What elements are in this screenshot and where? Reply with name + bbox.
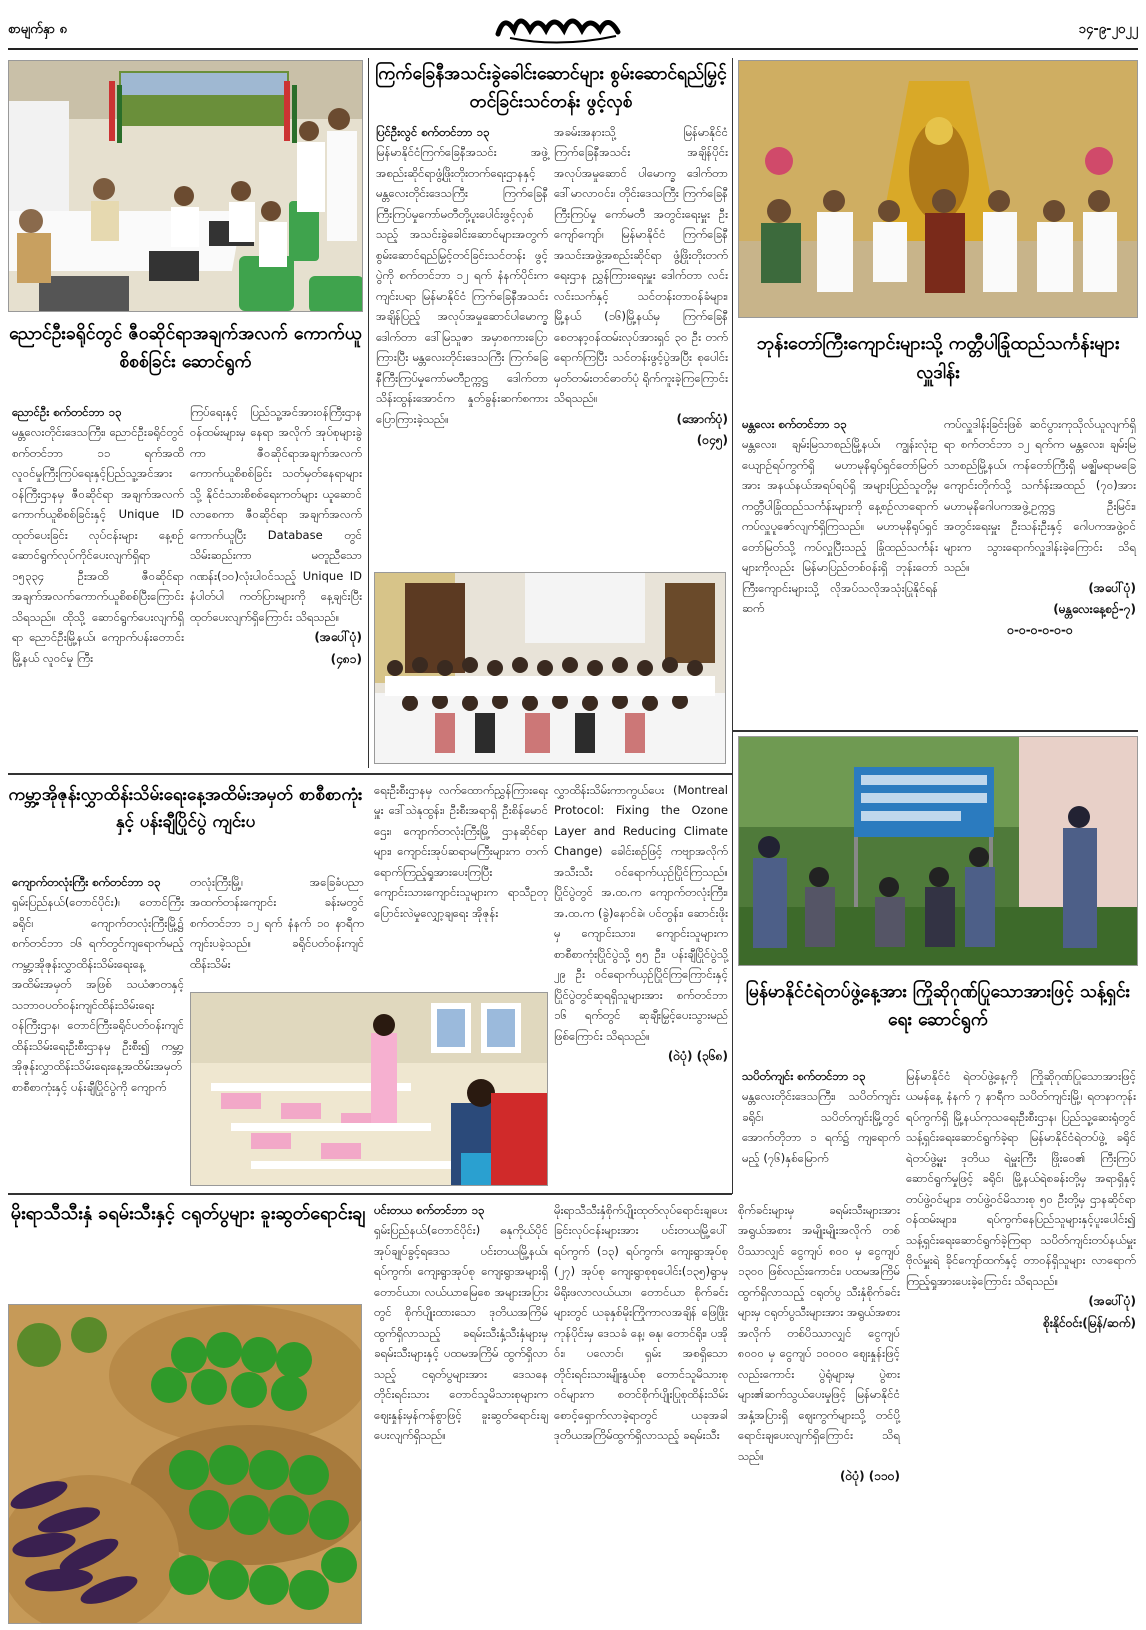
article1-byline: ညောင်ဦး စက်တင်ဘာ ၁၃: [12, 405, 122, 419]
page-header: [8, 6, 1138, 50]
article2-code: (၀၄၅): [696, 432, 728, 447]
article1-column1: [12, 402, 184, 668]
article4-body1: ရှမ်းပြည်နယ်(တောင်ပိုင်း)၊ တောင်ကြီးခရိုင်၊ ကျောက်တလုံးကြီးမြို့၌ စက်တင်ဘာ ၁၆ ရက်တွင်ကျရောက်မည့် ကမ္ဘာ့အိုဇုန်းလွှာထိန်းသိမ်းရေးနေ့အထိမ်းအမှတ် အဖြစ် သယံဇာတနှင့် သဘာဝပတ်ဝန်းကျင်ထိန်းသိမ်းရေးဝန်ကြီးဌာန၊ တောင်ကြီးခရိုင်ပတ်ဝန်းကျင်ထိန်းသိမ်းရေးဦးစီးဌာနမှ ဦးစီး၍ ကမ္ဘာ့အိုဇုန်းလွှာထိန်းသိမ်းရေးနေ့အထိမ်းအမှတ် စာစီစာကုံးနှင့် ပန်းချီပြိုင်ပွဲကို ကျောက်: [12, 895, 184, 1094]
article5-body1: မန္တလေးတိုင်းဒေသကြီး၊ သပိတ်ကျင်းခရိုင်၊ သပိတ်ကျင်းမြို့တွင် အောက်တိုဘာ ၁ ရက်၌ ကျရောက်မည့် (၇၆)နှစ်မြောက်: [742, 1089, 900, 1165]
article6-body1: ရှမ်းပြည်နယ်(တောင်ပိုင်း) ဓနုကိုယ်ပိုင်အုပ်ချုပ်ခွင့်ရဒေသ ပင်းတယမြို့နယ်၊ ရပ်ကွက်၊ ကျေးရွာအုပ်စု ကျေးရွာအများရှိ တောင်ယာ၊ လယ်ယာမြေစေ အများအပြားတွင် စိုက်ပျိုးထားသော ဒုတိယအကြိမ် ထွက်ရှိလာသည့် ခရမ်းသီးနှံ့သီးနှံများမှ ခရမ်းသီးများနှင့် ပထမအကြိမ် ထွက်ရှိလာသည့် ငရုတ်ပွများအား ဒေသနေ တိုင်းရင်းသား တောင်သူမိသားစုများက ဈေးနှုန်းမှန်ကန်စွာဖြင့် ခူးဆွတ်ရောင်းချပေးလျက်ရှိသည်။: [374, 1223, 548, 1443]
article3-endmark: ၀-၀-၀-၀-၀-၀: [1007, 623, 1073, 638]
article2-body2: အခမ်းအနားသို့ မြန်မာနိုင်ငံ ကြက်ခြေနီအသင်း အချိန်ပိုင်း အလုပ်အမှုဆောင် ပါမောက္ခ ဒေါက်တာ ဒေါ်မာလာဝင်း၊ တိုင်းဒေသကြီး ကြက်ခြေနီကြီးကြပ်မှု ကော်မတီ အတွင်းရေးမှူး ဦးကျော်ကျော်၊ မြန်မာနိုင်ငံ ကြက်ခြေနီ အသင်းအဖွဲ့အစည်းဆိုင်ရာ ဖွံ့ဖြိုးတိုးတက်ရေးဌာန ညွှန်ကြားရေးမှူး ဒေါက်တာ လင်းလင်းသက်နှင့် သင်တန်းတာဝန်ခံများ၊ မြို့နယ် (၁၆)မြို့နယ်မှ ကြက်ခြေနီစေတနာ့ဝန်ထမ်းလုပ်အားရှင် ၃၀ ဦး တက်ရောက်ကြပြီး သင်တန်းဖွင့်ပွဲအပြီး စုပေါင်းမှတ်တမ်းတင်ဓာတ်ပုံ ရိုက်ကူးခဲ့ကြကြောင်း သိရသည်။: [554, 125, 728, 406]
article4-column3: [374, 780, 548, 923]
article4-photo: [190, 992, 548, 1186]
article4-column4: [554, 780, 728, 1067]
section-rule: [8, 1193, 732, 1195]
article5-column1: [742, 1066, 900, 1168]
article1-credit: (အပေါ်ပုံ): [314, 630, 362, 645]
article3-photo: [738, 60, 1138, 318]
section-rule: [8, 773, 732, 775]
article6-column3: [738, 1200, 900, 1487]
article4-byline: ကျောက်တလုံးကြီး စက်တင်ဘာ ၁၃: [12, 875, 161, 889]
article3-column1: [742, 414, 938, 619]
article6-credit: (ဝဲပုံ): [840, 1469, 865, 1484]
article3-code: (မန္တလေးနေ့စဉ်-၇): [1053, 602, 1136, 617]
column-rule: [368, 58, 369, 768]
article3-body2: ကပ်လှူဒါန်းခြင်းဖြစ် ဆင်ပွားကုသိုလ်ယူလျက်ရှိရာ စက်တင်ဘာ ၁၂ ရက်က မန္တလေး၊ ချမ်းမြသာစည်မြို့နယ်၊ ကန်တော်ကြီးရှိ မဇ္ဈိမရာမခြေ ကျောင်းတိုက်သို့ သင်္ကန်းအထည် (၇၀)အား မဟာမုနိဂေါပကအဖွဲ့ဥက္ကဋ္ဌ ဦးမြင်း၊ အတွင်းရေးမှူး ဦးသန်းဦးနှင့် ဂေါပကအဖွဲ့ဝင်များက သွားရောက်လှူဒါန်းခဲ့ကြောင်း သိရသည်။: [944, 417, 1136, 575]
article5-credit: (အပေါ်ပုံ): [1088, 1294, 1136, 1309]
article5-body2: မြန်မာနိုင်ငံ ရဲတပ်ဖွဲ့နေ့ကို ကြိုဆိုဂုဏ်ပြုသောအားဖြင့် ယမန်နေ့ နံနက် ၇ နာရီက သပိတ်ကျင်းမြို့၊ ရတနာကုန်းရပ်ကွက်ရှိ မြို့နယ်ကုသရေးဦးစီးဌာန၊ ပြည်သူ့ဆေးရုံတွင် သန့်ရှင်းရေးဆောင်ရွက်ခဲ့ရာ မြန်မာနိုင်ငံရဲတပ်ဖွဲ့ ခရိုင်ရဲတပ်ဖွဲ့မှူး ဒုတိယ ရဲမှူးကြီး ဖြိုးဝေ၏ ကြီးကြပ်ဆောင်ရွက်မှုဖြင့် ခရိုင်၊ မြို့နယ်ရဲစခန်းတို့မှ အရာရှိနှင့်တပ်ဖွဲ့ဝင်များ၊ တပ်ဖွဲ့ဝင်မိသားစု ၅၀ ဦးတို့မှ ဌာနဆိုင်ရာဝန်ထမ်းများ၊ ရပ်ကွက်နေပြည်သူများနှင့်ပူးပေါင်း၍ သန့်ရှင်းရေးဆောင်ရွက်ခဲ့ကြရာ သပိတ်ကျင်းတပ်နယ်မှူး ဗိုလ်မှူးရဲ ခိုင်ကျော်ထက်နှင့် တာဝန်ရှိသူများ လာရောက်ကြည့်ရှုအားပေးခဲ့ကြောင်း သိရသည်။: [906, 1069, 1136, 1288]
article3-credit: (အပေါ်ပုံ): [1088, 580, 1136, 595]
article6-code: (၁၁၀): [868, 1469, 900, 1484]
article3-headline: ဘုန်းတော်ကြီးကျောင်းများသို့ ကတ္တီပါခြုံထည်သင်္ကန်းများ လှူဒါန်း: [756, 333, 1120, 383]
article1-code: (၄၈၁): [330, 651, 362, 666]
article4-credit: (ဝဲပုံ): [667, 1049, 693, 1064]
article4-body2: တလုံးကြီးမြို့၊ အခြေခံပညာ အထက်တန်းကျောင်း ခန်းမတွင် စက်တင်ဘာ ၁၂ ရက် နံနက် ၁၀ နာရီက ကျင်းပခဲ့သည်။ ခရိုင်ပတ်ဝန်းကျင်ထိန်းသိမ်း: [190, 875, 364, 971]
article1-column2: [190, 402, 362, 670]
article2-body1: မြန်မာနိုင်ငံကြက်ခြေနီအသင်း အဖွဲ့အစည်းဆိုင်ရာဖွံ့ဖြိုးတိုးတက်ရေးဌာနနှင့် မန္တလေးတိုင်းဒေသကြီး ကြက်ခြေနီကြီးကြပ်မှုကော်မတီတို့ပူးပေါင်းဖွင့်လှစ်သည့် အသင်းခွဲခေါင်းဆောင်များအတွက် စွမ်းဆောင်ရည်မြှင့်တင်ခြင်းသင်တန်း ဖွင့်ပွဲကို စက်တင်ဘာ ၁၂ ရက် နံနက်ပိုင်းက ကျင်းပရာ မြန်မာနိုင်ငံ ကြက်ခြေနီအသင်း အချိန်ပြည့် အလုပ်အမှုဆောင်ပါမောက္ခ ဒေါက်တာ ဒေါ်မြသူဇာ အမှာစကားပြောကြားပြီး မန္တလေးတိုင်းဒေသကြီး ကြက်ခြေနီကြီးကြပ်မှုကော်မတီဥက္ကဋ္ဌ ဒေါက်တာ သိန်းထွန်းအောင်က နှုတ်ခွန်းဆက်စကား ပြောကြားခဲ့သည်။: [376, 145, 548, 426]
article2-column2: [554, 122, 728, 451]
article4-body4: လွှာထိန်းသိမ်းကာကွယ်ပေး (Montreal Protocol: Fixing the Ozone Layer and Reducing Climate Change) ခေါင်းစဉ်ဖြင့် ကဗျာအလိုက် အသီးသီး ဝင်ရောက်ယှဉ်ပြိုင်ကြသည်။ ပြိုင်ပွဲတွင် အ.ထ.က ကျောက်တလုံးကြီး၊ အ.ထ.က (ခွဲ)နောင်ခဲ၊ ပင်တွန်း၊ ဆောင်းဖိုးမှ ကျောင်းသား၊ ကျောင်းသူများက စာစီစာကုံးပြိုင်ပွဲသို့ ၅၅ ဦး၊ ပန်းချီပြိုင်ပွဲသို့ ၂၉ ဦး ဝင်ရောက်ယှဉ်ပြိုင်ကြကြောင်းနှင့် ပြိုင်ပွဲတွင်ဆုရရှိသူများအား စက်တင်ဘာ ၁၆ ရက်တွင် ဆုချီးမြှင့်ပေးသွားမည်ဖြစ်ကြောင်း သိရသည်။: [554, 783, 728, 1043]
article4-headline: ကမ္ဘာ့အိုဇုန်းလွှာထိန်းသိမ်းရေးနေ့အထိမ်းအမှတ် စာစီစာကုံးနှင့် ပန်းချီပြိုင်ပွဲ ကျင်းပ: [8, 785, 363, 833]
article1-body2: ကြပ်ရေးနှင့် ပြည်သူ့အင်အားဝန်ကြီးဌာန ဝန်ထမ်းများမှ နေရာ အလိုက် အုပ်စုများခွဲကာ ဇီဝဆိုင်ရာအချက်အလက် ကောက်ယူစိစစ်ခြင်း သတ်မှတ်နေရာများသို့ နိုင်ငံသားစိစစ်ရေးကတ်များ ယူဆောင်လာစေကာ ဇီဝဆိုင်ရာ အချက်အလက်ကောက်ယူပြီး Database တွင် သိမ်းဆည်းကာ မတူညီသောဂဏန်း(၁၀)လုံးပါဝင်သည့် Unique ID နံပါတ်ပါ ကတ်ပြားများကို နေ့ချင်းပြီး ထုတ်ပေးလျက်ရှိကြောင်း သိရသည်။: [190, 405, 362, 624]
article5-photo: [738, 736, 1138, 966]
article5-headline: မြန်မာနိုင်ငံရဲတပ်ဖွဲ့နေ့အား ကြိုဆိုဂုဏ်ပြုသောအားဖြင့် သန့်ရှင်းရေး ဆောင်ရွက်: [745, 982, 1131, 1030]
article6-body3: စိုက်ခင်းများမှ ခရမ်းသီးများအား အရွယ်အစား အမျိုးမျိုးအလိုက် တစ်ပိဿာလျှင် ငွေကျပ် ၈၀၀ မှ ငွေကျပ် ၁၃၀၀ ဖြစ်လည်းကောင်း၊ ပထမအကြိမ် ထွက်ရှိလာသည့် ငရုတ်ပွ သီးနှံစိုက်ခင်းများမှ ငရုတ်ပွသီးများအား အရွယ်အစားအလိုက် တစ်ပိဿာလျှင် ငွေကျပ် ၈၀၀၀ မှ ငွေကျပ် ၁၀၀၀၀ ဈေးနှုန်းဖြင့်လည်းကောင်း ပွဲရုံများမှ ပွဲစားများ၏ဆက်သွယ်ပေးမှုဖြင့် မြန်မာနိုင်ငံအနှံ့အပြားရှိ ဈေးကွက်များသို့ တင်ပို့ရောင်းချပေးလျက်ရှိကြောင်း သိရသည်။: [738, 1203, 900, 1463]
article3-byline: မန္တလေး စက်တင်ဘာ ၁၃: [742, 417, 847, 431]
article4-column1: [12, 872, 184, 1097]
article2-credit: (အောက်ပုံ): [676, 411, 728, 426]
page-number: စာမျက်နှာ ၈: [8, 22, 67, 37]
masthead-logo: [490, 8, 630, 48]
article4-column2: [190, 872, 364, 974]
column-rule: [732, 58, 733, 1194]
article6-column2: [554, 1200, 728, 1446]
article2-photo: [374, 572, 726, 764]
article1-photo: [8, 60, 363, 312]
masthead-logo-art: [490, 8, 630, 48]
article5-column2: [906, 1066, 1136, 1334]
article6-headline: မိုးရာသီသီးနှံ ခရမ်းသီးနှင့် ငရုတ်ပွများ ခူးဆွတ်ရောင်းချ: [10, 1203, 366, 1224]
article3-column2: [944, 414, 1136, 642]
article5-byline: သပိတ်ကျင်း စက်တင်ဘာ ၁၃: [742, 1069, 866, 1083]
section-rule: [733, 730, 1138, 732]
article6-column1: [374, 1200, 548, 1446]
article3-body1: မန္တလေး၊ ချမ်းမြသာစည်မြို့နယ်၊ ကျွန်းလုံးဥယျောဉ်ရပ်ကွက်ရှိ မဟာမုနိရုပ်ရှင်တော်မြတ်အား အနယ်နယ်အရပ်ရပ်ရှိ အများပြည်သူတို့မှ ကတ္တီပါခြုံထည်သင်္ကန်းများကို နေ့စဉ်လာရောက်ကပ်လှူပူဇော်လျက်ရှိကြသည်။ မဟာမုနိရုပ်ရှင်တော်မြတ်သို့ ကပ်လှူပြီးသည့် ခြုံထည်သင်္ကန်းများကိုလည်း မြန်မာပြည်တစ်ဝန်းရှိ ဘုန်းတော်ကြီးကျောင်းများသို့ လိုအပ်သလိုအသုံးပြုနိုင်ရန် ဆက်: [742, 437, 938, 616]
article4-body3: ရေးဦးစီးဌာနမှ လက်ထောက်ညွှန်ကြားရေးမှူး ဒေါ်သဲနုထွန်း၊ ဦးစီးအရာရှိ ဦးစိန်မောင်ဌေး၊ ကျောက်တလုံးကြီးမြို့ ဌာနဆိုင်ရာများ၊ ကျောင်းအုပ်ဆရာမကြီးများက တက်ရောက်ကြည့်ရှုအားပေးကြပြီး ကျောင်းသားကျောင်းသူများက ရာသီဥတုပြောင်းလဲမှုလျှော့ချရေး အိုဇုန်း: [374, 783, 548, 920]
article5-reporter: စိုးနိုင်ဝင်း(မြန်/ဆက်): [1043, 1315, 1136, 1330]
article4-code: (၃၆၈): [696, 1049, 728, 1064]
article1-body1: မန္တလေးတိုင်းဒေသကြီး၊ ညောင်ဦးခရိုင်တွင် စက်တင်ဘာ ၁၁ ရက်အထိ လူဝင်မှုကြီးကြပ်ရေးနှင့်ပြည်သူ့အင်အားဝန်ကြီးဌာနမှ ဇီဝဆိုင်ရာ အချက်အလက် ကောက်ယူစိစစ်ခြင်းနှင့် Unique ID ထုတ်ပေးခြင်း လုပ်ငန်းများ နေ့စဉ် ဆောင်ရွက်လုပ်ကိုင်ပေးလျက်ရှိရာ ၁၅၃၃၄ ဦးအထိ ဇီဝဆိုင်ရာအချက်အလက်ကောက်ယူစိစစ်ပြီးကြောင်း သိရသည်။ ထိုသို့ ဆောင်ရွက်ပေးလျက်ရှိရာ ညောင်ဦးမြို့နယ်၊ ကျောက်ပန်းတောင်းမြို့နယ် လူဝင်မှု ကြီး: [12, 425, 184, 665]
article6-photo: [8, 1304, 362, 1624]
issue-date: ၁၄-၉-၂၀၂၂: [1078, 22, 1138, 37]
article2-column1: [376, 122, 548, 429]
article6-body2: မိုးရာသီသီးနှံစိုက်ပျိုးထုတ်လုပ်ရောင်းချပေးခြင်းလုပ်ငန်းများအား ပင်းတယမြို့ပေါ်ရပ်ကွက် (၁၃) ရပ်ကွက်၊ ကျေးရွာအုပ်စု (၂၇) အုပ်စု ကျေးရွာစုစုပေါင်း(၁၃၅)ရွာမှ မိရိုးဖလာလယ်ယာ၊ တောင်ယာ စိုက်ခင်းများတွင် ယခုနှစ်မိုးကြိုကာလအချိန် ဖြေဖြိုးကုန်ပိုင်းမှ ဒေသခံ နေ့၊ ဓနု၊ တောင်ရိုး၊ ပအိုဝ်း၊ ပလောင်၊ ရှမ်း အစရှိသော တိုင်းရင်းသားမျိုးနွယ်စု တောင်သူမိသားစုဝင်များက စတင်စိုက်ပျိုးပြုစုထိန်းသိမ်းစောင့်ရှောက်လာခဲ့ရာတွင် ယခုအခါ ဒုတိယအကြိမ်ထွက်ရှိလာသည့် ခရမ်းသီး: [554, 1203, 728, 1443]
article2-headline: ကြက်ခြေနီအသင်းခွဲခေါင်းဆောင်များ စွမ်းဆောင်ရည်မြှင့်တင်ခြင်းသင်တန်း ဖွင့်လှစ်: [375, 64, 727, 112]
article1-headline: ညောင်ဦးခရိုင်တွင် ဇီဝဆိုင်ရာအချက်အလက် ကောက်ယူစိစစ်ခြင်း ဆောင်ရွက်: [9, 324, 362, 372]
article2-byline: ပြင်ဦးလွင် စက်တင်ဘာ ၁၃: [376, 125, 490, 139]
article6-byline: ပင်းတယ စက်တင်ဘာ ၁၃: [374, 1203, 485, 1217]
